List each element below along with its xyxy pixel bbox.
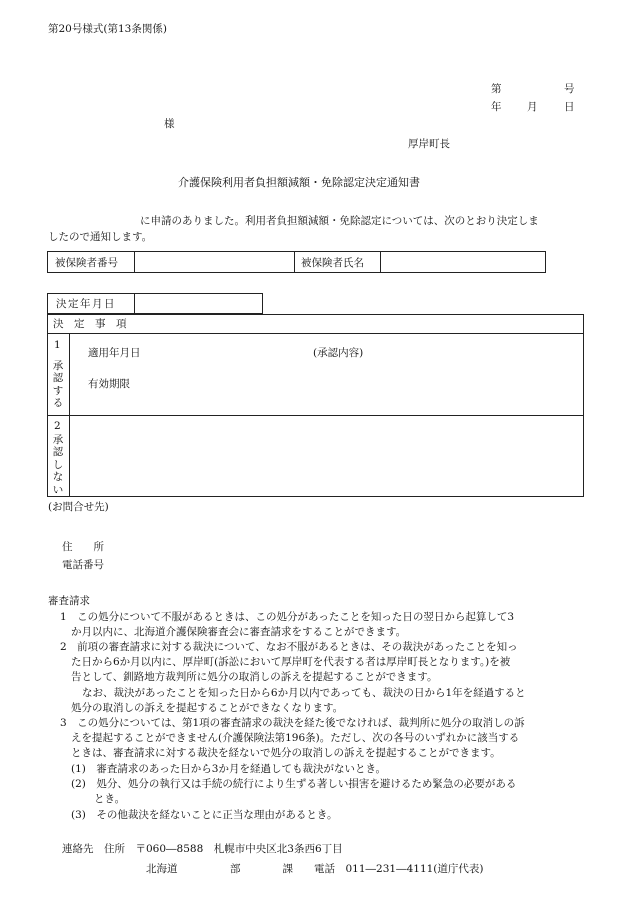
issuer: 厚岸町長: [408, 138, 450, 150]
review-line: 3 この処分については、第1項の審査請求の裁決を経た後でなければ、裁判所に処分の取消しの訴: [60, 717, 525, 729]
valid-period-label: 有効期限: [88, 378, 130, 390]
review-heading: 審査請求: [48, 595, 90, 607]
applicable-date-label: 適用年月日: [88, 347, 141, 359]
approval-content-label: (承認内容): [313, 347, 364, 359]
approve-label: 承 認 す る: [52, 360, 64, 410]
insured-name-label: 被保険者氏名: [301, 257, 364, 269]
divider: [69, 333, 70, 497]
footer-contact-line-2: 北海道 部 課 電話 011―231―4111(道庁代表): [146, 863, 484, 875]
divider: [134, 293, 135, 314]
divider: [380, 251, 381, 273]
contact-heading: (お問合せ先): [48, 501, 109, 513]
date-month: 月: [527, 101, 538, 113]
review-line: 処分の取消しの訴えを提起することができなくなります。: [71, 702, 344, 714]
review-line: とき。: [94, 793, 126, 805]
insured-table: [47, 251, 546, 273]
divider: [47, 333, 584, 334]
review-line: 1 この処分について不服があるときは、この処分があったことを知った日の翌日から起算して3: [60, 611, 515, 623]
contact-phone-label: 電話番号: [62, 559, 104, 571]
review-line: か月以内に、北海道介護保険審査会に審査請求をすることができます。: [71, 626, 407, 638]
number-suffix: 号: [564, 83, 575, 95]
insured-number-label: 被保険者番号: [55, 257, 118, 269]
decision-items-table: [47, 314, 584, 497]
intro-line-2: したので通知します。: [48, 231, 153, 243]
review-line: 2 前項の審査請求に対する裁決について、なお不服があるときは、その裁決があったことを知っ: [60, 641, 518, 653]
reject-number: 2: [54, 420, 61, 432]
date-year: 年: [491, 101, 502, 113]
review-line: た日から6か月以内に、厚岸町(訴訟において厚岸町を代表する者は厚岸町長となります。)を被: [71, 656, 511, 668]
document-title: 介護保険利用者負担額減額・免除認定決定通知書: [178, 176, 420, 189]
addressee-suffix: 様: [164, 118, 175, 130]
review-line: (3) その他裁決を経ないことに正当な理由があるとき。: [71, 809, 338, 821]
divider: [294, 251, 295, 273]
divider: [47, 415, 584, 416]
review-line: 告として、釧路地方裁判所に処分の取消しの訴えを提起することができます。: [71, 671, 438, 683]
contact-address-label: 住 所: [62, 541, 104, 553]
decision-date-label: 決定年月日: [56, 298, 116, 310]
review-line: ときは、審査請求に対する裁決を経ないで処分の取消しの訴えを提起することができます。: [71, 747, 501, 759]
footer-contact-line-1: 連絡先 住所 〒060―8588 札幌市中央区北3条西6丁目: [62, 843, 343, 855]
review-line: (1) 審査請求のあった日から3か月を経過しても裁決がないとき。: [71, 763, 387, 775]
intro-line-1: に申請のありました。利用者負担額減額・免除認定については、次のとおり決定しま: [140, 215, 539, 227]
review-line: えを提起することができません(介護保険法第196条)。ただし、次の各号のいずれかに該当する: [71, 732, 520, 744]
review-line: なお、裁決があったことを知った日から6か月以内であっても、裁決の日から1年を経過すると: [82, 687, 526, 699]
form-number: 第20号様式(第13条関係): [48, 23, 167, 35]
number-prefix: 第: [491, 83, 502, 95]
reject-label: 承 認 し な い: [52, 434, 64, 496]
approve-number: 1: [54, 339, 61, 351]
review-line: (2) 処分、処分の執行又は手続の続行により生ずる著しい損害を避けるため緊急の必要がある: [71, 778, 517, 790]
divider: [134, 251, 135, 273]
date-day: 日: [564, 101, 575, 113]
decision-items-label: 決 定 事 項: [53, 318, 127, 330]
